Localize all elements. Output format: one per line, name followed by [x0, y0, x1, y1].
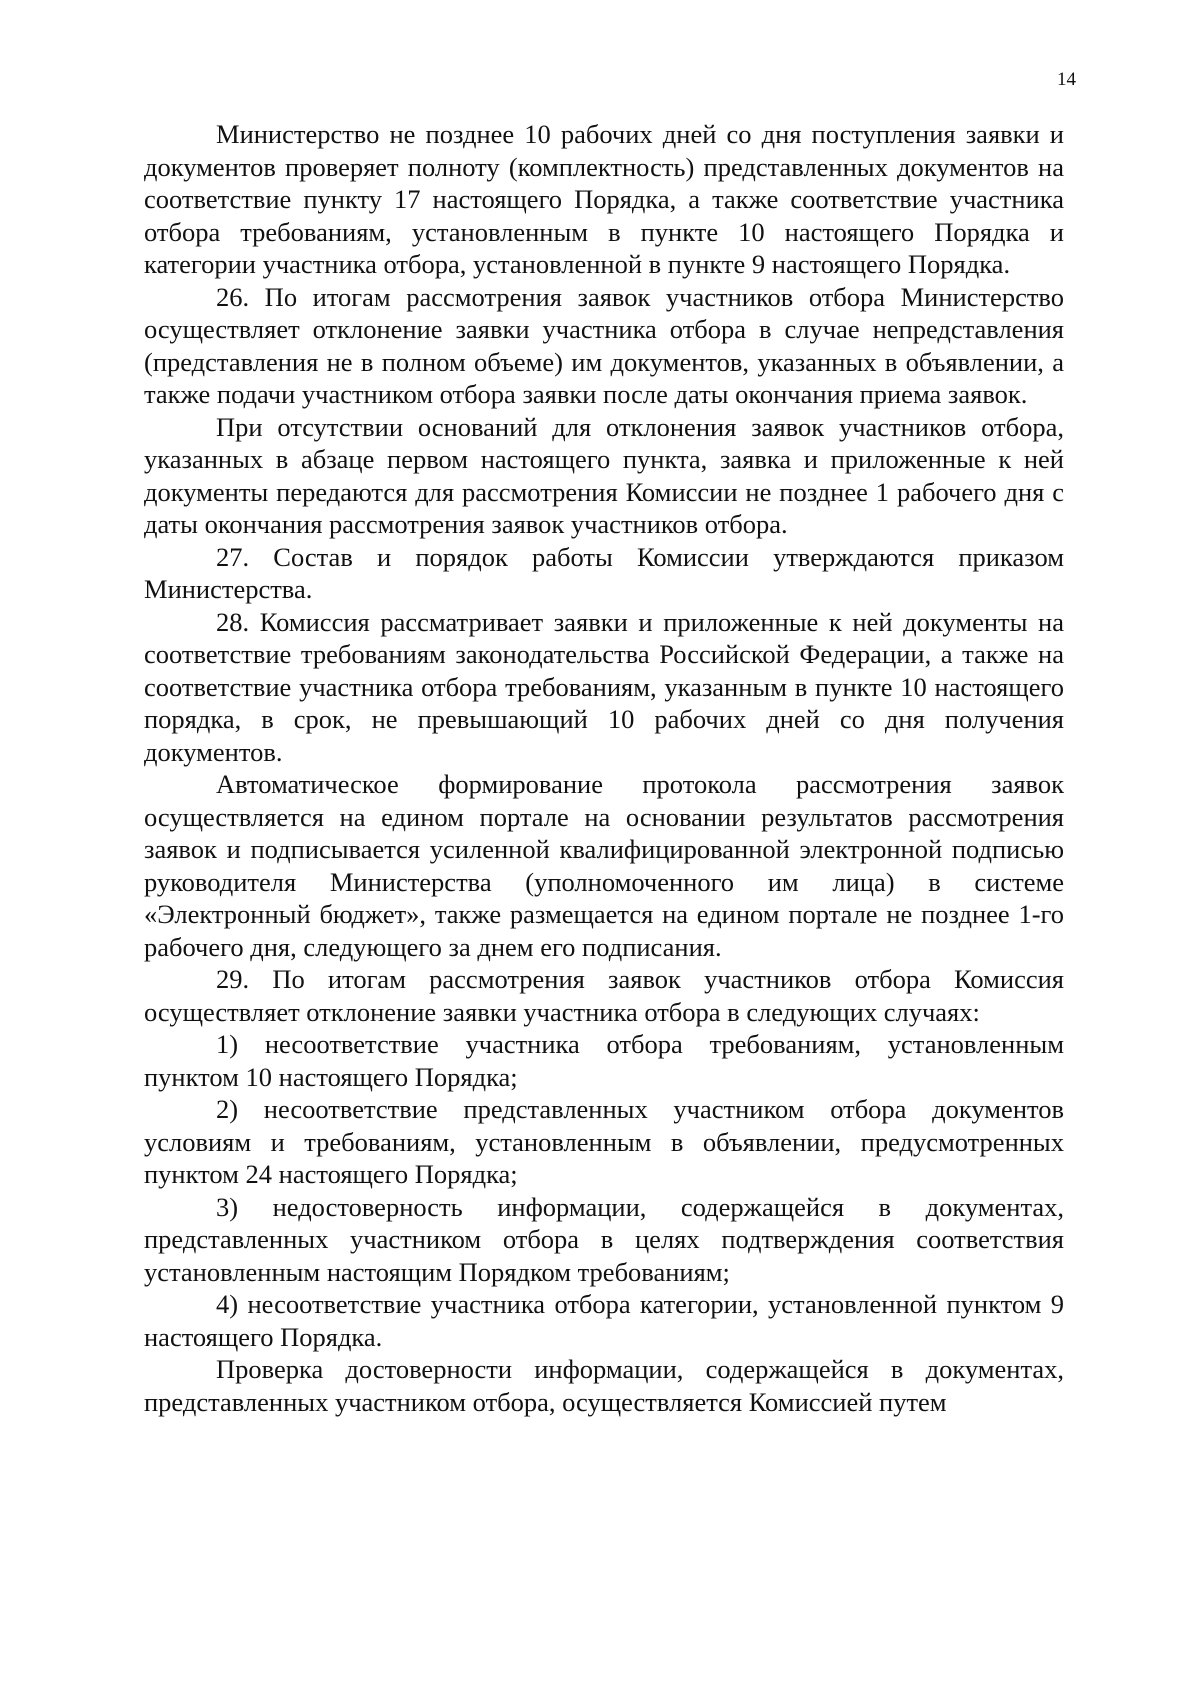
paragraph: 27. Состав и порядок работы Комиссии утверждаются приказом Министерства.	[144, 541, 1064, 604]
paragraph: При отсутствии оснований для отклонения заявок участников отбора, указанных в абзаце первом настоящего пункта, заявка и приложенные к ней документы передаются для рассмотрения Комиссии не позднее 1 рабочего дня с даты окончания рассмотрения заявок участников отбора.	[144, 411, 1064, 539]
paragraph: Министерство не позднее 10 рабочих дней со дня поступления заявки и документов проверяет полноту (комплектность) представленных документов на соответствие пункту 17 настоящего Порядка, а также соответствие участника отбора требованиям, установленным в пункте 10 настоящего Порядка и категории участника отбора, установленной в пункте 9 настоящего Порядка.	[144, 119, 1064, 279]
page-number: 14	[1057, 69, 1076, 90]
paragraph: 28. Комиссия рассматривает заявки и приложенные к ней документы на соответствие требованиям законодательства Российской Федерации, а также на соответствие участника отбора требованиям, указанным в пункте 10 настоящего порядка, в срок, не превышающий 10 рабочих дней со дня получения документов.	[144, 606, 1064, 767]
paragraph: 1) несоответствие участника отбора требованиям, установленным пунктом 10 настоящего Порядка;	[144, 1029, 1064, 1092]
paragraph: 4) несоответствие участника отбора категории, установленной пунктом 9 настоящего Порядка.	[144, 1289, 1064, 1352]
paragraph: Проверка достоверности информации, содержащейся в документах, представленных участником отбора, осуществляется Комиссией путем	[144, 1354, 1064, 1417]
paragraph: Автоматическое формирование протокола рассмотрения заявок осуществляется на едином портале на основании результатов рассмотрения заявок и подписывается усиленной квалифицированной электронной подписью руководителя Министерства (уполномоченного им лица) в системе «Электронный бюджет», также размещается на едином портале не позднее 1-го рабочего дня, следующего за днем его подписания.	[144, 769, 1064, 962]
paragraph: 29. По итогам рассмотрения заявок участников отбора Комиссия осуществляет отклонение заявки участника отбора в следующих случаях:	[144, 964, 1064, 1027]
paragraph: 3) недостоверность информации, содержащейся в документах, представленных участником отбора в целях подтверждения соответствия установленным настоящим Порядком требованиям;	[144, 1191, 1064, 1287]
document-body	[144, 118, 1064, 1418]
paragraph: 2) несоответствие представленных участником отбора документов условиям и требованиям, установленным в объявлении, предусмотренных пунктом 24 настоящего Порядка;	[144, 1094, 1064, 1189]
paragraph: 26. По итогам рассмотрения заявок участников отбора Министерство осуществляет отклонение заявки участника отбора в случае непредставления (представления не в полном объеме) им документов, указанных в объявлении, а также подачи участником отбора заявки после даты окончания приема заявок.	[144, 281, 1064, 409]
